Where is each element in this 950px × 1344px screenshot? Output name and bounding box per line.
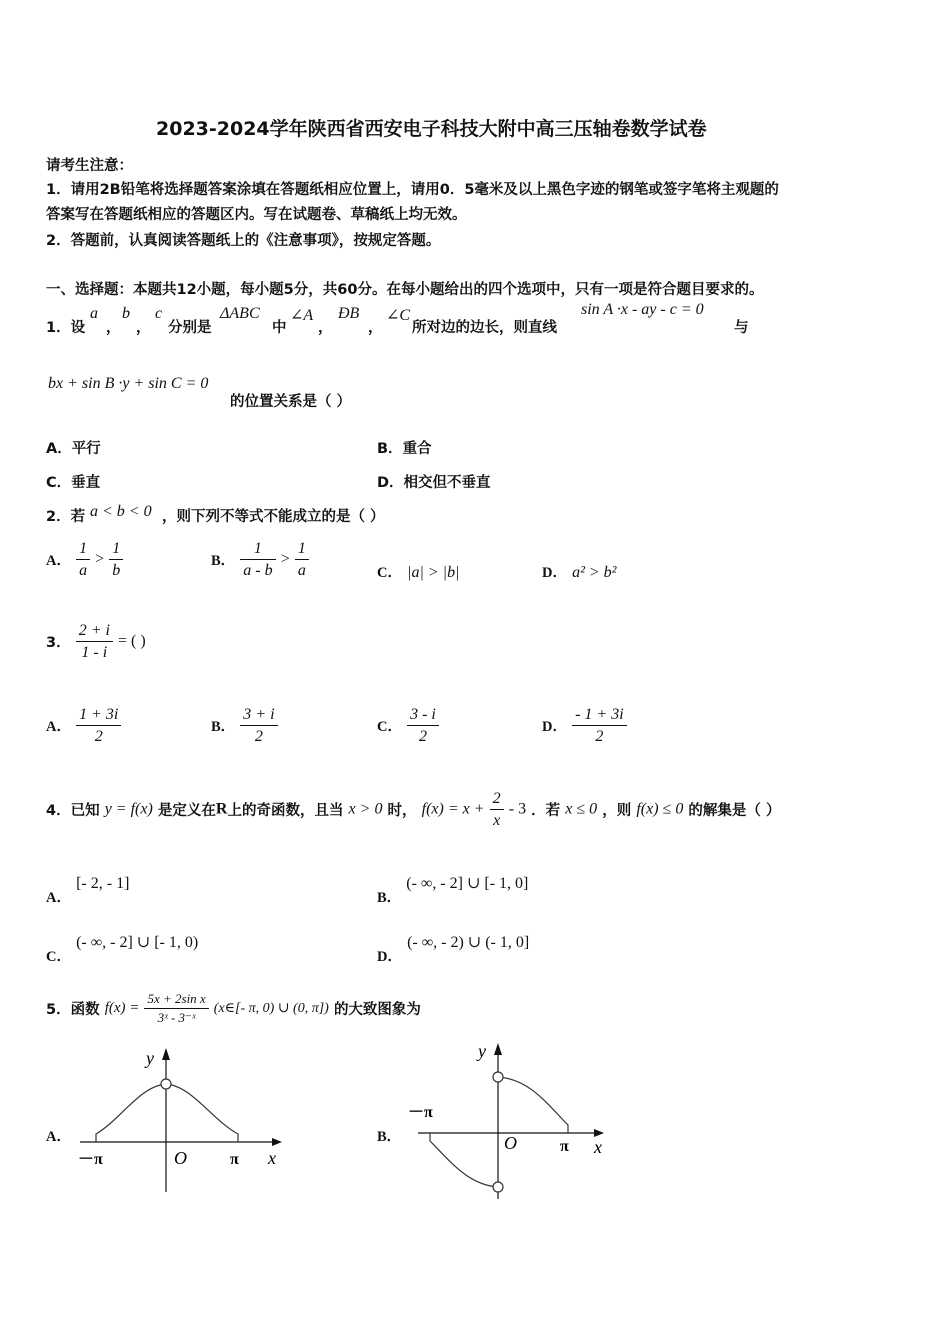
q1-angle-a: ∠A: [290, 307, 314, 324]
q4-x-le-0: x ≤ 0: [565, 800, 598, 818]
fraction: $\frac{1}{a}$: [295, 538, 309, 581]
q1-var-c: c: [155, 305, 163, 322]
q5-option-b-label[interactable]: B．: [377, 1129, 402, 1145]
q4-y-eq-fx: y = f(x): [104, 800, 153, 818]
q1-number: 1．设: [46, 320, 86, 336]
option-label: B．: [211, 719, 236, 735]
q3-number: 3．: [46, 635, 71, 651]
option-label: A．: [46, 441, 72, 457]
x-label: x: [594, 1137, 602, 1157]
q2-option-c[interactable]: [377, 561, 459, 582]
option-label: B．: [377, 441, 403, 457]
fraction: $\frac{2 + i}{1 - i}$: [76, 620, 113, 663]
notice-line-1a: 1．请用2B铅笔将选择题答案涂填在答题纸相应位置上，请用0．5毫米及以上黑色字迹的钢笔或签字笔将主观题的: [46, 182, 779, 198]
option-label: A．: [46, 890, 71, 906]
x-axis-arrow-icon: [594, 1129, 604, 1137]
q1-angle-b: ÐB: [338, 305, 360, 322]
option-label: C．: [46, 949, 71, 965]
q4-fx-le-0: f(x) ≤ 0: [636, 800, 684, 818]
fraction: $\frac{2}{x}$: [490, 788, 504, 831]
y-label: y: [478, 1041, 486, 1061]
q1-var-b: b: [122, 305, 130, 322]
open-point-top: [493, 1072, 503, 1082]
q4-text-4: ．若: [531, 803, 561, 819]
q4-text-5: ，则: [602, 803, 632, 819]
open-point-bottom: [493, 1182, 503, 1192]
fraction: $\frac{3 - i}{2}$: [407, 704, 439, 747]
notice-line-1b: 答案写在答题纸相应的答题区内。写在试题卷、草稿纸上均无效。: [46, 207, 467, 223]
neg-pi-label: －π: [408, 1104, 433, 1121]
pi-label: π: [560, 1138, 569, 1155]
q4-real-set: R: [215, 800, 228, 818]
q2-option-b[interactable]: B． $\frac{1}{a - b}$ > $\frac{1}{a}$: [211, 538, 309, 581]
q5-option-b-graph[interactable]: [400, 1035, 615, 1205]
fraction: $\frac{1 + 3i}{2}$: [76, 704, 121, 747]
q1-triangle: ΔABC: [220, 305, 260, 322]
q4-option-b[interactable]: [377, 872, 529, 906]
fraction: $\frac{- 1 + 3i}{2}$: [572, 704, 627, 747]
q3-option-d[interactable]: [542, 704, 627, 747]
option-expr: |a| > |b|: [407, 564, 460, 581]
q3-tail: = ( ): [118, 632, 146, 650]
q3-option-c[interactable]: [377, 704, 439, 747]
q1-text-1: 分别是: [168, 320, 212, 336]
q1-line-2: bx + sin B ·y + sin C = 0: [48, 375, 209, 392]
q2-text: ，则下列不等式不能成立的是（ ）: [162, 509, 385, 525]
curve-left: [430, 1133, 498, 1187]
fraction: $\frac{\text{5x + 2sin x}}{\text{3ˣ - 3⁻ˣ}}$: [144, 990, 208, 1027]
neg-pi-label: －π: [78, 1151, 103, 1168]
curve: [96, 1084, 238, 1142]
q1-line-1: sin A ·x - ay - c = 0: [581, 301, 704, 318]
option-expr: (- ∞, - 2] ∪ [- 1, 0): [76, 934, 199, 951]
option-label: C．: [46, 475, 72, 491]
origin-label: O: [174, 1148, 187, 1168]
q4-number: 4．已知: [46, 803, 100, 819]
q1-text-3: 所对边的边长，则直线: [412, 320, 557, 336]
q3-option-b[interactable]: [211, 704, 278, 747]
option-text: 垂直: [71, 475, 101, 491]
notice-heading: 请考生注意：: [46, 158, 133, 174]
notice-line-2: 2．答题前，认真阅读答题纸上的《注意事项》，按规定答题。: [46, 233, 441, 249]
q3-option-a[interactable]: [46, 704, 121, 747]
y-label: y: [146, 1048, 154, 1068]
q4-fx-tail: - 3: [508, 800, 527, 818]
q4-option-c[interactable]: [46, 931, 199, 965]
page-title: 2023-2024学年陕西省西安电子科技大附中高三压轴卷数学试卷: [156, 118, 707, 140]
q1-option-b[interactable]: [377, 437, 432, 458]
q4-text-6: 的解集是（ ）: [688, 803, 781, 819]
q5-number: 5．函数: [46, 1002, 100, 1018]
option-label: A．: [46, 719, 71, 735]
q1-option-a[interactable]: [46, 437, 101, 458]
pi-label: π: [230, 1151, 239, 1168]
curve-right: [498, 1077, 568, 1133]
option-label: D．: [542, 565, 567, 581]
q5-domain: (x∈[- π, 0) ∪ (0, π]): [213, 1001, 329, 1016]
q5-option-a-label[interactable]: A．: [46, 1129, 71, 1145]
q4-option-d[interactable]: [377, 931, 530, 965]
option-text: 相交但不垂直: [403, 475, 491, 491]
option-text: 平行: [71, 441, 101, 457]
q1-var-a: a: [90, 305, 98, 322]
q4-text-1: 是定义在: [157, 803, 216, 819]
option-expr: (- ∞, - 2) ∪ (- 1, 0]: [407, 934, 530, 951]
q4-x-gt-0: x > 0: [348, 800, 383, 818]
q4-text-2: 上的奇函数，且当: [227, 803, 344, 819]
q5-option-a-graph[interactable]: [70, 1040, 290, 1200]
option-expr: a² > b²: [572, 564, 617, 581]
q1-option-d[interactable]: [377, 471, 491, 492]
q1-text-4: 与: [734, 320, 749, 336]
q1-text-2: 中: [272, 320, 287, 336]
x-axis-arrow-icon: [272, 1138, 282, 1146]
open-point: [161, 1079, 171, 1089]
q2-number: 2．若: [46, 509, 86, 525]
fraction: $\frac{1}{b}$: [109, 538, 123, 581]
option-expr: (- ∞, - 2] ∪ [- 1, 0]: [406, 875, 529, 892]
fraction: $\frac{3 + i}{2}$: [240, 704, 277, 747]
fraction: $\frac{1}{a}$: [76, 538, 90, 581]
option-label: B．: [377, 890, 402, 906]
option-label: C．: [377, 719, 402, 735]
q1-angle-c: ∠C: [386, 307, 411, 324]
q2-option-d[interactable]: [542, 561, 616, 582]
section-header: 一、选择题：本题共12小题，每小题5分，共60分。在每小题给出的四个选项中，只有一项是符合题目要求的。: [46, 282, 764, 298]
q5-text: 的大致图象为: [333, 1002, 421, 1018]
q1-text-5: 的位置关系是（ ）: [230, 394, 352, 410]
option-text: 重合: [402, 441, 432, 457]
y-axis-arrow-icon: [162, 1048, 170, 1060]
option-label: D．: [542, 719, 567, 735]
option-label: B．: [211, 553, 236, 569]
y-axis-arrow-icon: [494, 1043, 502, 1055]
q2-condition: a < b < 0: [90, 503, 152, 520]
q4-text-3: 时，: [387, 803, 417, 819]
option-label: D．: [377, 475, 404, 491]
q5-fx: f(x) =: [104, 1000, 140, 1016]
q4-option-a[interactable]: [46, 872, 130, 906]
q4-fx: f(x) = x +: [421, 800, 485, 818]
option-label: D．: [377, 949, 402, 965]
q1-option-c[interactable]: [46, 471, 100, 492]
option-label: A．: [46, 553, 71, 569]
origin-label: O: [504, 1133, 517, 1153]
q2-option-a[interactable]: A． $\frac{1}{a}$ > $\frac{1}{b}$: [46, 538, 123, 581]
option-expr: [- 2, - 1]: [76, 875, 130, 892]
fraction: $\frac{1}{a - b}$: [240, 538, 275, 581]
x-label: x: [268, 1148, 276, 1168]
option-label: C．: [377, 565, 402, 581]
